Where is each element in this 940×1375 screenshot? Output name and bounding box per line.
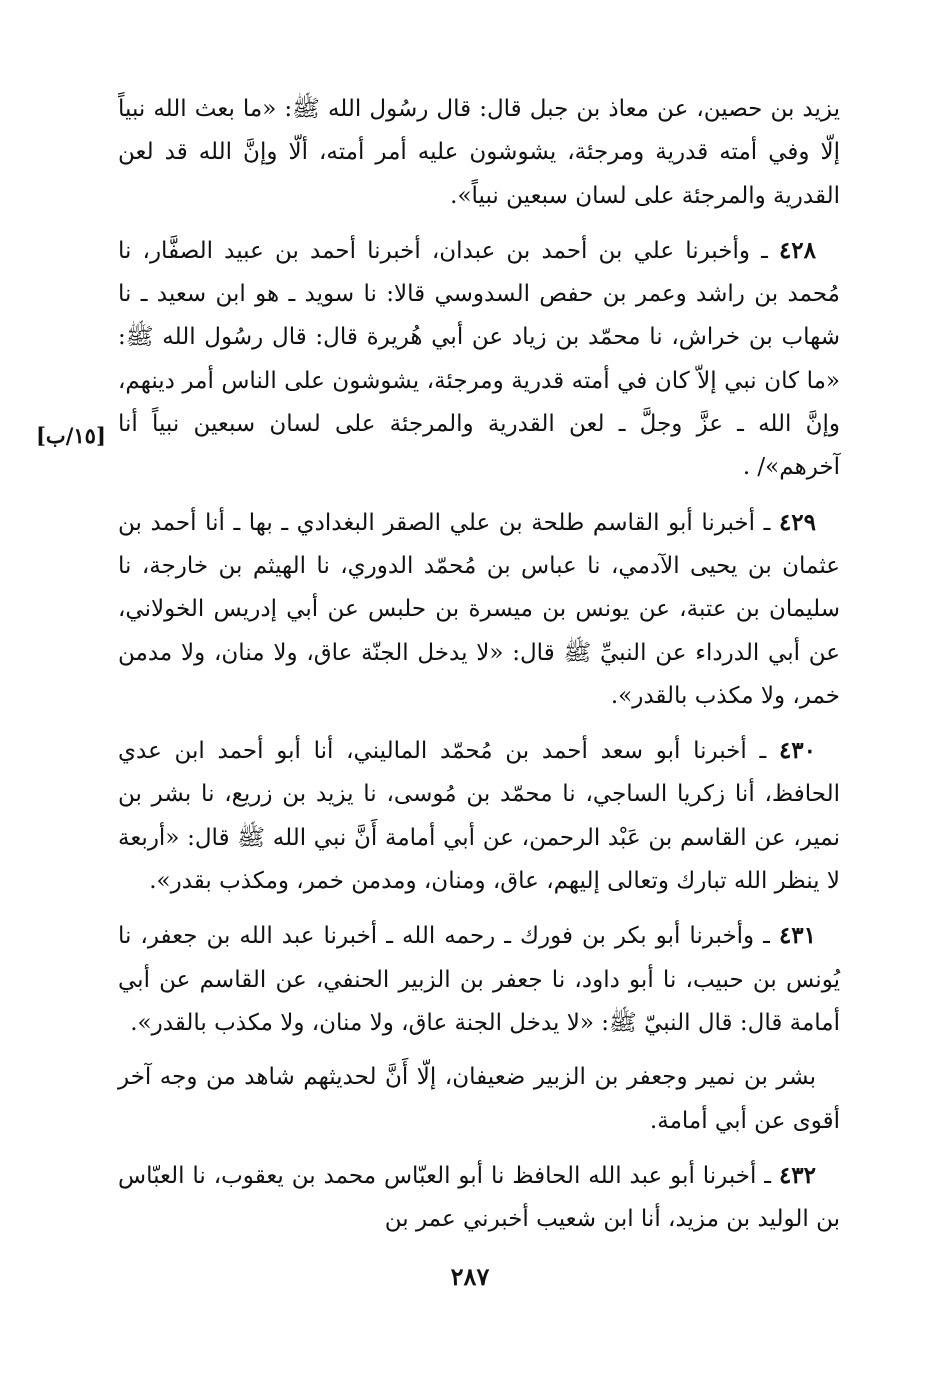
paragraph-428 — [118, 229, 840, 490]
paragraph-continuation — [118, 88, 840, 218]
paragraph-text: ـ وأخبرنا أبو بكر بن فورك ـ رحمه الله ـ أخبرنا عبد الله بن جعفر، نا يُونس بن حبيب، نا أبو داود، نا جعفر بن الزبير الحنفي، عن القاسم عن أبي أمامة قال: قال النبيّ ﷺ: «لا يدخل الجنة عاق، ولا منان، ولا مكذب بالقدر». — [118, 923, 840, 1036]
paragraph-429 — [118, 501, 840, 718]
marginal-folio-note: [١٥/ب] — [36, 423, 106, 448]
paragraph-commentary — [118, 1056, 840, 1143]
paragraph-text: ـ وأخبرنا علي بن أحمد بن عبدان، أخبرنا أحمد بن عبيد الصفَّار، نا مُحمد بن راشد وعمر بن حفص السدوسي قالا: نا سويد ـ هو ابن سعيد ـ نا شهاب بن خراش، نا محمّد بن زياد عن أبي هُريرة قال: قال رسُول الله ﷺ: «ما كان نبي إلاّ كان في أمته قدرية ومرجئة، يشوشون على الناس أمر دينهم، وإنَّ الله ـ عزَّ وجلَّ ـ لعن القدرية والمرجئة على لسان سبعين نبياً أنا آخرهم»/ . — [118, 237, 840, 481]
hadith-number: ٤٣١ — [778, 922, 816, 950]
paragraph-text: ـ أخبرنا أبو القاسم طلحة بن علي الصقر البغدادي ـ بها ـ أنا أحمد بن عثمان بن يحيى الآدمي، نا عباس بن مُحمّد الدوري، نا الهيثم بن خارجة، نا سليمان بن عتبة، عن يونس بن ميسرة بن حلبس عن أبي إدريس الخولاني، عن أبي الدرداء عن النبيِّ ﷺ قال: «لا يدخل الجنّة عاق، ولا منان، ولا مدمن خمر، ولا مكذب بالقدر». — [118, 509, 840, 709]
paragraph-text: يزيد بن حصين، عن معاذ بن جبل قال: قال رسُول الله ﷺ: «ما بعث الله نبياً إلّا وفي أمته قدرية ومرجئة، يشوشون عليه أمر أمته، ألّا وإنَّ الله قد لعن القدرية والمرجئة على لسان سبعين نبياً». — [118, 96, 840, 209]
paragraph-text: ـ أخبرنا أبو عبد الله الحافظ نا أبو العبّاس محمد بن يعقوب، نا العبّاس بن الوليد بن مزيد، أنا ابن شعيب أخبرني عمر بن — [118, 1162, 840, 1233]
paragraph-431 — [118, 914, 840, 1045]
paragraph-432 — [118, 1154, 840, 1242]
paragraph-text: بشر بن نمير وجعفر بن الزبير ضعيفان، إلّا أَنَّ لحديثهم شاهد من وجه آخر أقوى عن أبي أمامة. — [118, 1064, 840, 1134]
paragraph-text: ـ أخبرنا أبو سعد أحمد بن مُحمّد الماليني، أنا أبو أحمد ابن عدي الحافظ، أنا زكريا الساجي، نا محمّد بن مُوسى، نا يزيد بن زريع، نا بشر بن نمير، عن القاسم بن عَبْد الرحمن، عن أبي أمامة أَنَّ نبي الله ﷺ قال: «أربعة لا ينظر الله تبارك وتعالى إليهم، عاق، ومنان، ومدمن خمر، ومكذب بقدر». — [118, 738, 840, 895]
page-body — [118, 88, 840, 1252]
hadith-number: ٤٢٨ — [778, 236, 816, 264]
page-number: ٢٨٧ — [450, 1262, 490, 1291]
paragraph-430 — [118, 729, 840, 903]
hadith-number: ٤٣٠ — [778, 737, 816, 765]
hadith-number: ٤٣٢ — [778, 1161, 816, 1189]
hadith-number: ٤٢٩ — [778, 508, 816, 536]
